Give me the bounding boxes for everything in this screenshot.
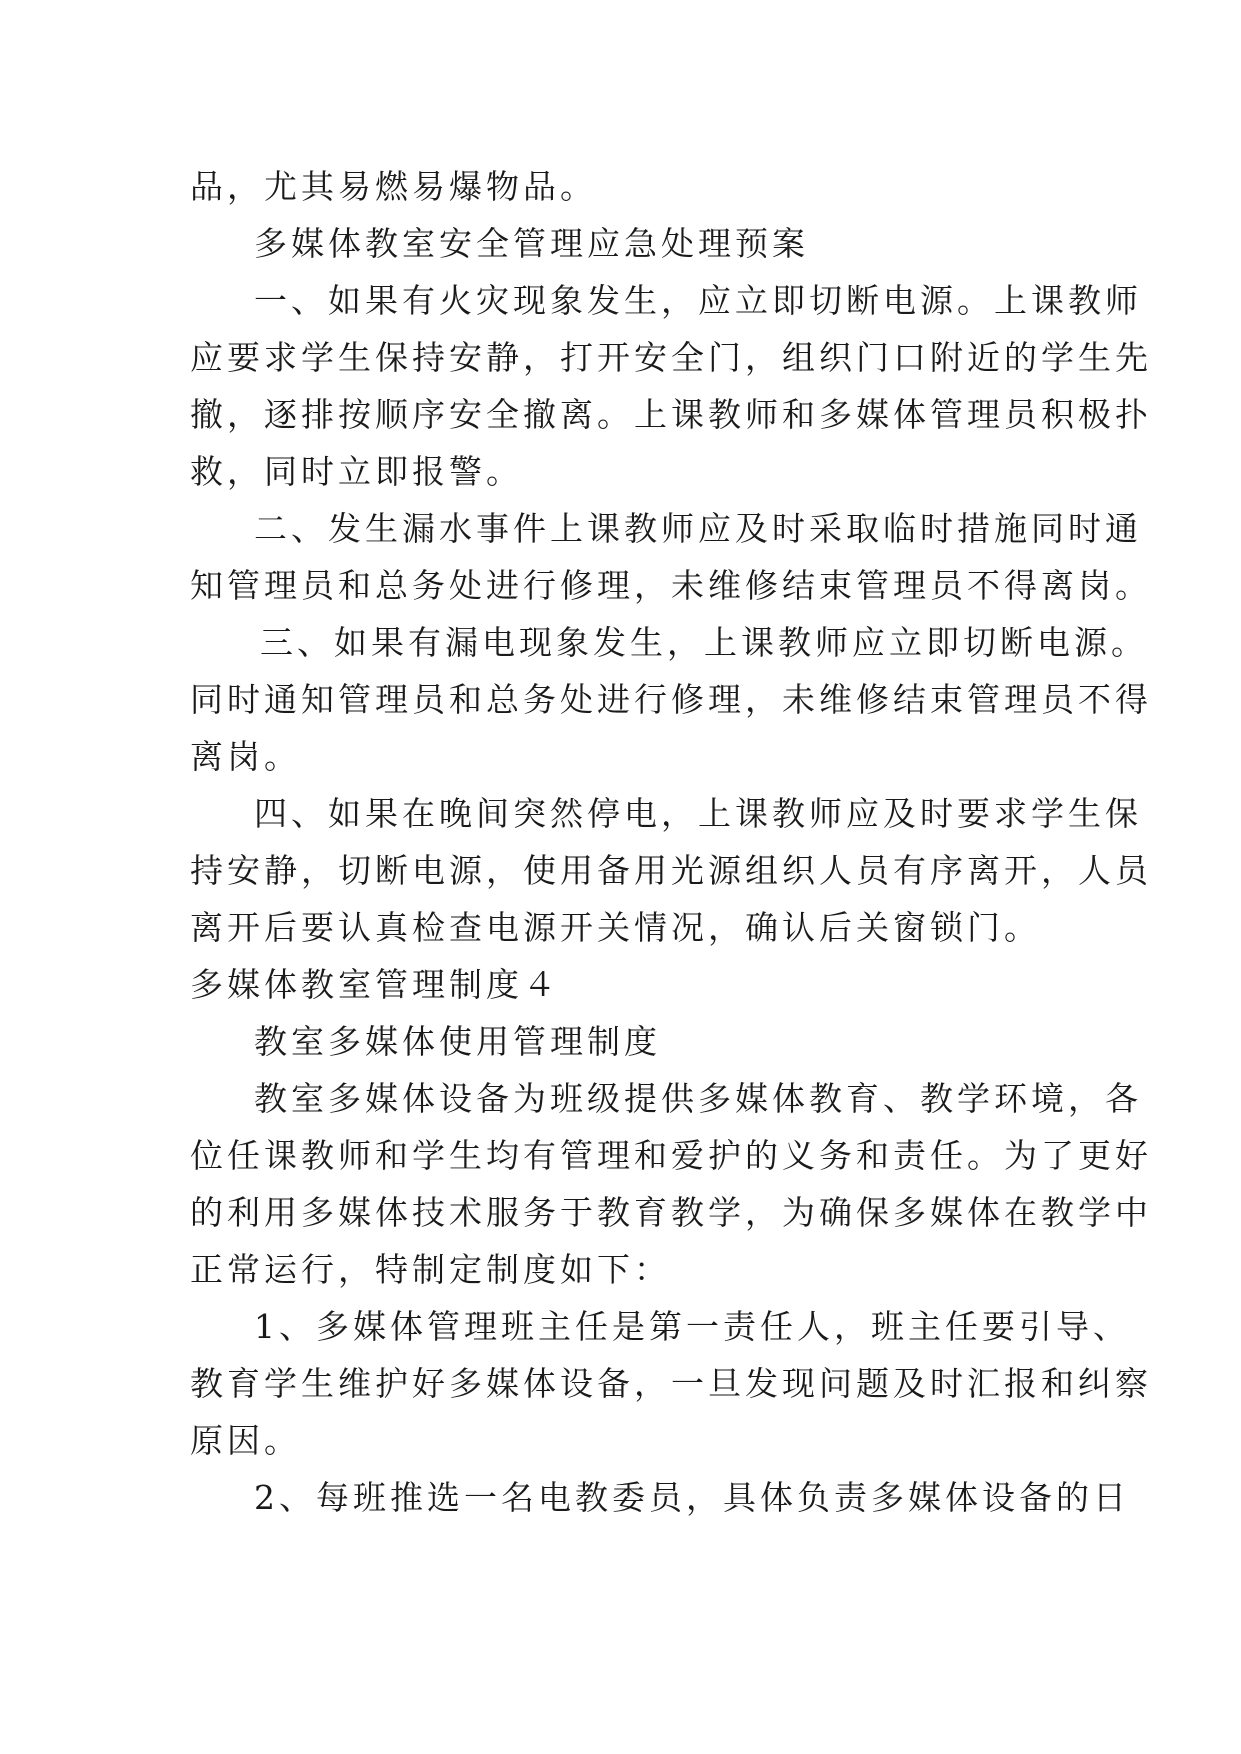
text-line: 持安静，切断电源，使用备用光源组织人员有序离开，人员 — [190, 851, 1152, 890]
text-line: 的利用多媒体技术服务于教育教学，为确保多媒体在教学中 — [190, 1193, 1152, 1232]
text-line: 应要求学生保持安静，打开安全门，组织门口附近的学生先 — [190, 338, 1152, 377]
text-line: 教育学生维护好多媒体设备，一旦发现问题及时汇报和纠察 — [190, 1364, 1152, 1403]
section-title: 多媒体教室管理制度４ — [190, 965, 560, 1004]
text-line: 品，尤其易燃易爆物品。 — [190, 167, 597, 206]
text-line: 一、如果有火灾现象发生，应立即切断电源。上课教师 — [254, 281, 1142, 320]
text-line: 1、多媒体管理班主任是第一责任人，班主任要引导、 — [254, 1307, 1130, 1346]
text-line: 知管理员和总务处进行修理，未维修结束管理员不得离岗。 — [190, 566, 1152, 605]
text-line: 三、如果有漏电现象发生，上课教师应立即切断电源。 — [260, 623, 1148, 662]
text-line: 救，同时立即报警。 — [190, 452, 523, 491]
text-line: 2、每班推选一名电教委员，具体负责多媒体设备的日 — [254, 1478, 1130, 1517]
text-line: 教室多媒体设备为班级提供多媒体教育、教学环境，各 — [254, 1079, 1142, 1118]
text-line: 原因。 — [190, 1421, 301, 1460]
text-line: 离岗。 — [190, 737, 301, 776]
text-line: 二、发生漏水事件上课教师应及时采取临时措施同时通 — [254, 509, 1142, 548]
text-line: 同时通知管理员和总务处进行修理，未维修结束管理员不得 — [190, 680, 1152, 719]
section-heading: 多媒体教室安全管理应急处理预案 — [254, 224, 809, 263]
section-heading: 教室多媒体使用管理制度 — [254, 1022, 661, 1061]
text-line: 四、如果在晚间突然停电，上课教师应及时要求学生保 — [254, 794, 1142, 833]
text-line: 撤，逐排按顺序安全撤离。上课教师和多媒体管理员积极扑 — [190, 395, 1152, 434]
text-line: 正常运行，特制定制度如下： — [190, 1250, 671, 1289]
text-line: 离开后要认真检查电源开关情况，确认后关窗锁门。 — [190, 908, 1041, 947]
text-line: 位任课教师和学生均有管理和爱护的义务和责任。为了更好 — [190, 1136, 1152, 1175]
